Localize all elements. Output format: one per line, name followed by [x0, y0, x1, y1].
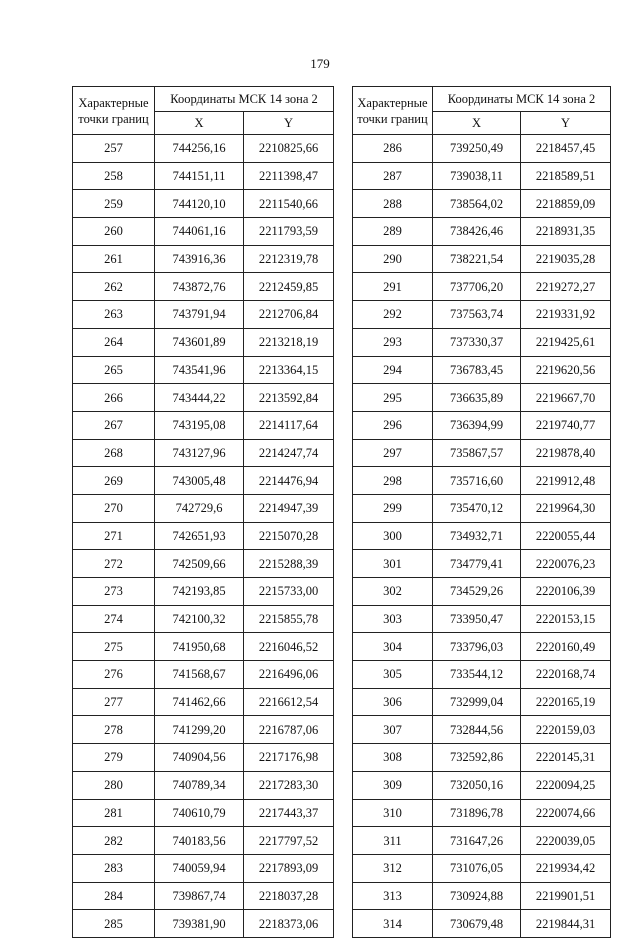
y-coordinate-cell: 2218457,45: [521, 135, 611, 163]
point-number-cell: 296: [353, 411, 433, 439]
x-coordinate-cell: 733796,03: [433, 633, 521, 661]
y-header: Y: [244, 112, 334, 135]
x-coordinate-cell: 741568,67: [155, 661, 244, 689]
x-coordinate-cell: 741950,68: [155, 633, 244, 661]
point-number-cell: 258: [73, 162, 155, 190]
x-coordinate-cell: 734529,26: [433, 578, 521, 606]
y-coordinate-cell: 2218589,51: [521, 162, 611, 190]
table-row: [73, 744, 334, 772]
x-coordinate-cell: 740610,79: [155, 799, 244, 827]
table-row: [73, 439, 334, 467]
y-coordinate-cell: 2215855,78: [244, 605, 334, 633]
y-coordinate-cell: 2211540,66: [244, 190, 334, 218]
point-number-cell: 307: [353, 716, 433, 744]
table-row: [353, 578, 611, 606]
point-number-cell: 267: [73, 411, 155, 439]
table-row: [73, 688, 334, 716]
y-coordinate-cell: 2220076,23: [521, 550, 611, 578]
point-number-cell: 285: [73, 910, 155, 938]
point-number-cell: 270: [73, 494, 155, 522]
y-coordinate-cell: 2216612,54: [244, 688, 334, 716]
table-row: [353, 633, 611, 661]
table-row: [73, 467, 334, 495]
y-coordinate-cell: 2219878,40: [521, 439, 611, 467]
point-number-cell: 300: [353, 522, 433, 550]
table-row: [353, 550, 611, 578]
point-number-cell: 279: [73, 744, 155, 772]
y-coordinate-cell: 2214117,64: [244, 411, 334, 439]
table-row: [73, 771, 334, 799]
point-number-cell: 263: [73, 301, 155, 329]
y-coordinate-cell: 2218037,28: [244, 882, 334, 910]
table-row: [353, 661, 611, 689]
table-row: [73, 162, 334, 190]
table-row: [73, 190, 334, 218]
point-number-cell: 272: [73, 550, 155, 578]
y-coordinate-cell: 2217797,52: [244, 827, 334, 855]
page-number: 179: [310, 56, 330, 71]
table-row: [353, 384, 611, 412]
point-number-cell: 278: [73, 716, 155, 744]
table-row: [73, 411, 334, 439]
point-number-cell: 260: [73, 218, 155, 246]
x-coordinate-cell: 743872,76: [155, 273, 244, 301]
y-coordinate-cell: 2217443,37: [244, 799, 334, 827]
x-coordinate-cell: 742729,6: [155, 494, 244, 522]
point-number-cell: 313: [353, 882, 433, 910]
table-row: [73, 827, 334, 855]
point-number-cell: 282: [73, 827, 155, 855]
table-row: [73, 273, 334, 301]
x-coordinate-cell: 742509,66: [155, 550, 244, 578]
y-coordinate-cell: 2220145,31: [521, 744, 611, 772]
table-row: [353, 744, 611, 772]
table-row: [353, 494, 611, 522]
point-number-cell: 287: [353, 162, 433, 190]
point-number-cell: 310: [353, 799, 433, 827]
point-number-cell: 257: [73, 135, 155, 163]
y-coordinate-cell: 2220168,74: [521, 661, 611, 689]
y-coordinate-cell: 2219912,48: [521, 467, 611, 495]
table-row: [353, 522, 611, 550]
y-coordinate-cell: 2218931,35: [521, 218, 611, 246]
point-number-cell: 280: [73, 771, 155, 799]
y-coordinate-cell: 2220159,03: [521, 716, 611, 744]
point-number-cell: 293: [353, 328, 433, 356]
table-body: [353, 135, 611, 938]
y-coordinate-cell: 2219844,31: [521, 910, 611, 938]
y-coordinate-cell: 2218859,09: [521, 190, 611, 218]
y-coordinate-cell: 2219667,70: [521, 384, 611, 412]
table-row: [353, 910, 611, 938]
x-coordinate-cell: 732999,04: [433, 688, 521, 716]
y-coordinate-cell: 2220160,49: [521, 633, 611, 661]
x-coordinate-cell: 739250,49: [433, 135, 521, 163]
x-coordinate-cell: 743916,36: [155, 245, 244, 273]
table-row: [73, 135, 334, 163]
x-coordinate-cell: 737330,37: [433, 328, 521, 356]
table-row: [353, 854, 611, 882]
x-coordinate-cell: 735867,57: [433, 439, 521, 467]
y-coordinate-cell: 2219620,56: [521, 356, 611, 384]
x-coordinate-cell: 743541,96: [155, 356, 244, 384]
x-coordinate-cell: 743195,08: [155, 411, 244, 439]
point-number-cell: 306: [353, 688, 433, 716]
x-coordinate-cell: 730924,88: [433, 882, 521, 910]
table-row: [73, 882, 334, 910]
point-number-cell: 311: [353, 827, 433, 855]
table-row: [73, 578, 334, 606]
table-row: [73, 494, 334, 522]
table-row: [73, 384, 334, 412]
y-coordinate-cell: 2219331,92: [521, 301, 611, 329]
y-coordinate-cell: 2218373,06: [244, 910, 334, 938]
x-coordinate-cell: 738426,46: [433, 218, 521, 246]
x-coordinate-cell: 736394,99: [433, 411, 521, 439]
point-number-cell: 289: [353, 218, 433, 246]
x-coordinate-cell: 736783,45: [433, 356, 521, 384]
y-coordinate-cell: 2212319,78: [244, 245, 334, 273]
x-coordinate-cell: 733950,47: [433, 605, 521, 633]
coords-header: Координаты МСК 14 зона 2: [433, 87, 611, 112]
x-coordinate-cell: 731647,26: [433, 827, 521, 855]
table-row: [353, 439, 611, 467]
table-row: [353, 688, 611, 716]
table-row: [353, 190, 611, 218]
y-coordinate-cell: 2215070,28: [244, 522, 334, 550]
y-coordinate-cell: 2220039,05: [521, 827, 611, 855]
table-row: [353, 882, 611, 910]
point-number-cell: 266: [73, 384, 155, 412]
y-coordinate-cell: 2220074,66: [521, 799, 611, 827]
point-number-cell: 274: [73, 605, 155, 633]
point-number-cell: 291: [353, 273, 433, 301]
table-row: [353, 135, 611, 163]
table-row: [73, 218, 334, 246]
point-number-cell: 290: [353, 245, 433, 273]
point-number-cell: 301: [353, 550, 433, 578]
y-coordinate-cell: 2219901,51: [521, 882, 611, 910]
x-coordinate-cell: 740183,56: [155, 827, 244, 855]
y-coordinate-cell: 2219425,61: [521, 328, 611, 356]
y-coordinate-cell: 2216046,52: [244, 633, 334, 661]
y-coordinate-cell: 2219964,30: [521, 494, 611, 522]
x-coordinate-cell: 738564,02: [433, 190, 521, 218]
point-number-cell: 281: [73, 799, 155, 827]
x-coordinate-cell: 732844,56: [433, 716, 521, 744]
table-row: [73, 522, 334, 550]
x-coordinate-cell: 743005,48: [155, 467, 244, 495]
coords-header: Координаты МСК 14 зона 2: [155, 87, 334, 112]
y-coordinate-cell: 2220106,39: [521, 578, 611, 606]
x-coordinate-cell: 743127,96: [155, 439, 244, 467]
x-coordinate-cell: 743791,94: [155, 301, 244, 329]
y-coordinate-cell: 2216496,06: [244, 661, 334, 689]
x-coordinate-cell: 731896,78: [433, 799, 521, 827]
x-coordinate-cell: 743601,89: [155, 328, 244, 356]
point-number-cell: 277: [73, 688, 155, 716]
y-coordinate-cell: 2220165,19: [521, 688, 611, 716]
y-coordinate-cell: 2210825,66: [244, 135, 334, 163]
table-row: [73, 854, 334, 882]
x-coordinate-cell: 742651,93: [155, 522, 244, 550]
x-coordinate-cell: 737563,74: [433, 301, 521, 329]
table-row: [73, 550, 334, 578]
table-row: [73, 799, 334, 827]
point-number-cell: 269: [73, 467, 155, 495]
points-header: Характерные точки границ: [73, 87, 155, 135]
table-row: [353, 301, 611, 329]
point-number-cell: 283: [73, 854, 155, 882]
y-coordinate-cell: 2219035,28: [521, 245, 611, 273]
table-row: [353, 799, 611, 827]
table-row: [353, 356, 611, 384]
table-row: [353, 467, 611, 495]
x-coordinate-cell: 738221,54: [433, 245, 521, 273]
x-coordinate-cell: 734932,71: [433, 522, 521, 550]
table-row: [353, 245, 611, 273]
x-coordinate-cell: 739038,11: [433, 162, 521, 190]
y-coordinate-cell: 2213364,15: [244, 356, 334, 384]
point-number-cell: 268: [73, 439, 155, 467]
table-row: [353, 411, 611, 439]
point-number-cell: 265: [73, 356, 155, 384]
y-coordinate-cell: 2217176,98: [244, 744, 334, 772]
y-coordinate-cell: 2220055,44: [521, 522, 611, 550]
point-number-cell: 294: [353, 356, 433, 384]
point-number-cell: 264: [73, 328, 155, 356]
x-coordinate-cell: 736635,89: [433, 384, 521, 412]
point-number-cell: 298: [353, 467, 433, 495]
y-coordinate-cell: 2215733,00: [244, 578, 334, 606]
point-number-cell: 259: [73, 190, 155, 218]
point-number-cell: 314: [353, 910, 433, 938]
y-coordinate-cell: 2213218,19: [244, 328, 334, 356]
point-number-cell: 262: [73, 273, 155, 301]
point-number-cell: 303: [353, 605, 433, 633]
x-coordinate-cell: 737706,20: [433, 273, 521, 301]
point-number-cell: 308: [353, 744, 433, 772]
x-coordinate-cell: 740059,94: [155, 854, 244, 882]
table-row: [73, 301, 334, 329]
y-coordinate-cell: 2217893,09: [244, 854, 334, 882]
x-coordinate-cell: 732050,16: [433, 771, 521, 799]
x-coordinate-cell: 735716,60: [433, 467, 521, 495]
point-number-cell: 304: [353, 633, 433, 661]
y-coordinate-cell: 2211398,47: [244, 162, 334, 190]
x-header: X: [155, 112, 244, 135]
table-row: [353, 771, 611, 799]
x-coordinate-cell: 730679,48: [433, 910, 521, 938]
x-coordinate-cell: 731076,05: [433, 854, 521, 882]
point-number-cell: 305: [353, 661, 433, 689]
point-number-cell: 273: [73, 578, 155, 606]
y-header: Y: [521, 112, 611, 135]
table-row: [353, 716, 611, 744]
point-number-cell: 299: [353, 494, 433, 522]
y-coordinate-cell: 2214947,39: [244, 494, 334, 522]
table-row: [353, 328, 611, 356]
table-row: [73, 245, 334, 273]
table-row: [73, 661, 334, 689]
point-number-cell: 261: [73, 245, 155, 273]
y-coordinate-cell: 2212706,84: [244, 301, 334, 329]
y-coordinate-cell: 2216787,06: [244, 716, 334, 744]
table-row: [73, 356, 334, 384]
y-coordinate-cell: 2214247,74: [244, 439, 334, 467]
point-number-cell: 288: [353, 190, 433, 218]
table-row: [353, 162, 611, 190]
point-number-cell: 312: [353, 854, 433, 882]
table-row: [353, 273, 611, 301]
point-number-cell: 292: [353, 301, 433, 329]
x-coordinate-cell: 741299,20: [155, 716, 244, 744]
x-coordinate-cell: 740904,56: [155, 744, 244, 772]
x-coordinate-cell: 740789,34: [155, 771, 244, 799]
point-number-cell: 309: [353, 771, 433, 799]
x-coordinate-cell: 734779,41: [433, 550, 521, 578]
y-coordinate-cell: 2220094,25: [521, 771, 611, 799]
x-coordinate-cell: 744256,16: [155, 135, 244, 163]
x-coordinate-cell: 741462,66: [155, 688, 244, 716]
x-coordinate-cell: 742193,85: [155, 578, 244, 606]
points-header: Характерные точки границ: [353, 87, 433, 135]
point-number-cell: 295: [353, 384, 433, 412]
point-number-cell: 284: [73, 882, 155, 910]
y-coordinate-cell: 2220153,15: [521, 605, 611, 633]
table-row: [353, 605, 611, 633]
table-row: [73, 328, 334, 356]
x-coordinate-cell: 743444,22: [155, 384, 244, 412]
x-coordinate-cell: 735470,12: [433, 494, 521, 522]
x-coordinate-cell: 742100,32: [155, 605, 244, 633]
point-number-cell: 286: [353, 135, 433, 163]
y-coordinate-cell: 2212459,85: [244, 273, 334, 301]
y-coordinate-cell: 2215288,39: [244, 550, 334, 578]
y-coordinate-cell: 2217283,30: [244, 771, 334, 799]
y-coordinate-cell: 2214476,94: [244, 467, 334, 495]
x-coordinate-cell: 744151,11: [155, 162, 244, 190]
point-number-cell: 276: [73, 661, 155, 689]
y-coordinate-cell: 2219740,77: [521, 411, 611, 439]
x-header: X: [433, 112, 521, 135]
y-coordinate-cell: 2219934,42: [521, 854, 611, 882]
y-coordinate-cell: 2211793,59: [244, 218, 334, 246]
y-coordinate-cell: 2213592,84: [244, 384, 334, 412]
point-number-cell: 297: [353, 439, 433, 467]
y-coordinate-cell: 2219272,27: [521, 273, 611, 301]
table-row: [353, 827, 611, 855]
point-number-cell: 271: [73, 522, 155, 550]
x-coordinate-cell: 739381,90: [155, 910, 244, 938]
x-coordinate-cell: 744061,16: [155, 218, 244, 246]
point-number-cell: 275: [73, 633, 155, 661]
x-coordinate-cell: 744120,10: [155, 190, 244, 218]
table-row: [73, 910, 334, 938]
x-coordinate-cell: 732592,86: [433, 744, 521, 772]
table-row: [73, 605, 334, 633]
coordinates-table-right: [352, 86, 611, 938]
x-coordinate-cell: 733544,12: [433, 661, 521, 689]
table-body: [73, 135, 334, 938]
point-number-cell: 302: [353, 578, 433, 606]
table-row: [73, 716, 334, 744]
coordinates-table-left: [72, 86, 334, 938]
table-row: [73, 633, 334, 661]
table-row: [353, 218, 611, 246]
x-coordinate-cell: 739867,74: [155, 882, 244, 910]
